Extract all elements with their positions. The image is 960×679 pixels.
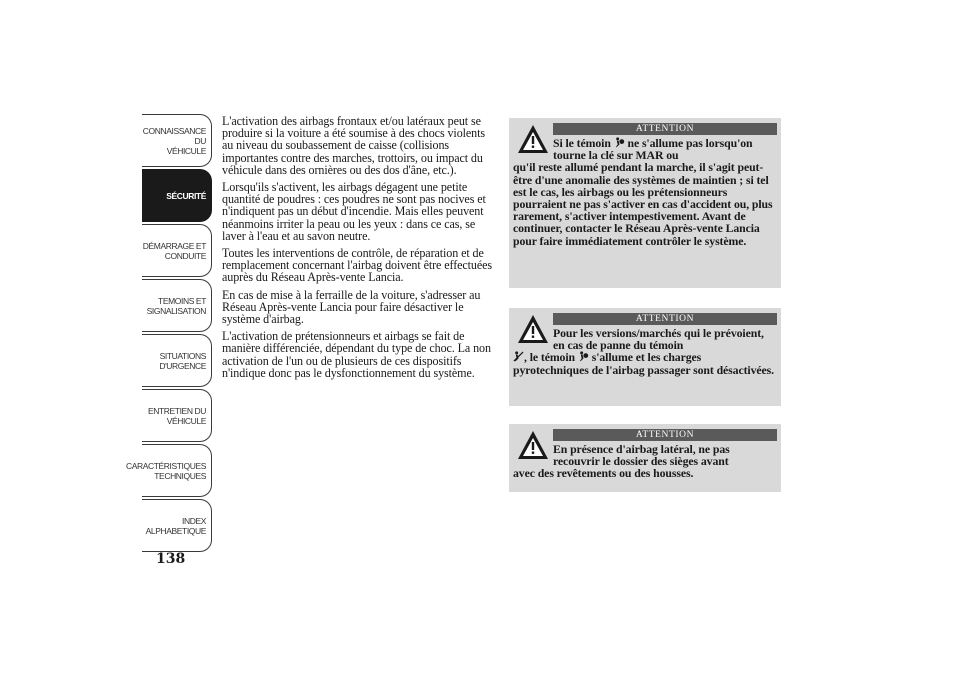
warning-triangle-icon — [517, 124, 549, 154]
tab-label: CONNAISSANCE DU VÉHICULE — [142, 125, 206, 156]
body-text-column — [222, 115, 494, 384]
tab-caracteristiques-techniques[interactable] — [125, 444, 212, 497]
warning-text-part: , le témoin — [524, 350, 575, 365]
body-paragraph: Toutes les interventions de contrôle, de réparation et de remplacement concernant l'airbag doivent être effectuées auprès du Réseau Après-vente Lancia. — [222, 246, 492, 285]
page-number: 138 — [156, 551, 186, 567]
tab-label: ENTRETIEN DU VÉHICULE — [147, 405, 206, 426]
warning-text — [513, 137, 777, 247]
warning-text-part: qu'il reste allumé pendant la marche, il s'agit peut-être d'une anomalie des systèmes de maintien ; si tel est le cas, les airbags ou les prétensionneurs pourraient ne pas s'activer en cas d'accident ou, plus rarement, s'activer intempestivement. Avant de continuer, contacter le Réseau Après-vente Lancia pour faire immédiatement contrôler le système. — [513, 160, 773, 248]
tab-demarrage-et-conduite[interactable] — [142, 224, 212, 277]
warning-box-2 — [509, 308, 781, 406]
tab-temoins-et-signalisation[interactable] — [142, 279, 212, 332]
body-paragraph: L'activation de prétensionneurs et airbags se fait de manière différenciée, dépendant du type de choc. La non activation de l'un ou de plusieurs de ces dispositifs n'indique donc pas le dysfonctionnement du système. — [222, 329, 491, 380]
body-paragraph: En cas de mise à la ferraille de la voiture, s'adresser au Réseau Après-vente Lancia pour faire désactiver le système d'airbag. — [222, 287, 481, 327]
tab-label: CARACTÉRISTIQUES TECHNIQUES — [125, 460, 206, 481]
warning-triangle-icon — [517, 314, 549, 344]
tab-situations-d-urgence[interactable] — [142, 334, 212, 387]
airbag-warning-light-icon — [614, 137, 625, 148]
tab-label: DÉMARRAGE ET CONDUITE — [142, 240, 206, 261]
tab-label: SÉCURITÉ — [166, 190, 206, 201]
airbag-warning-light-icon — [578, 351, 589, 362]
tab-index-alphabetique[interactable] — [142, 499, 212, 552]
tab-label: SITUATIONS D'URGENCE — [159, 350, 206, 371]
passenger-airbag-off-icon — [513, 351, 524, 362]
warning-text-part: avec des revêtements ou des housses. — [513, 466, 694, 481]
tab-securite[interactable] — [142, 169, 212, 222]
warning-heading: ATTENTION — [553, 429, 777, 441]
warning-text-part: s'allume et les charges pyrotechniques de l'airbag passager sont désactivées. — [513, 350, 775, 377]
warning-text-part: Si le témoin — [553, 136, 611, 150]
warning-text — [513, 327, 777, 376]
warning-box-1 — [509, 118, 781, 288]
warning-text-part: ne s'allume pas lorsqu'on tourne la clé sur MAR ou — [553, 136, 753, 163]
warning-box-3 — [509, 424, 781, 492]
chapter-tabs — [125, 114, 212, 554]
warning-triangle-icon — [517, 430, 549, 460]
tab-entretien-du-vehicule[interactable] — [142, 389, 212, 442]
tab-connaissance-du-vehicule[interactable] — [142, 114, 212, 167]
warning-heading: ATTENTION — [553, 313, 777, 325]
body-paragraph: L'activation des airbags frontaux et/ou latéraux peut se produire si la voiture a été soumise à des chocs violents au niveau du soubassement de caisse (collisions importantes contre des marches, trottoirs, ou impact du véhicule dans des ornières ou des dos d'âne, etc.). — [222, 114, 485, 177]
warning-heading: ATTENTION — [553, 123, 777, 135]
warning-text — [513, 443, 777, 480]
body-paragraph: Lorsqu'ils s'activent, les airbags dégagent une petite quantité de poudres : ces poudres ne sont pas nocives et n'indiquent pas un début d'incendie. Mais elles peuvent néanmoins irriter la peau ou les yeux : dans ce cas, se laver à l'eau et au savon neutre. — [222, 180, 486, 243]
tab-label: INDEX ALPHABETIQUE — [145, 515, 206, 536]
warning-text-part: Pour les versions/marchés qui le prévoient, en cas de panne du témoin — [553, 326, 764, 353]
tab-label: TEMOINS ET SIGNALISATION — [146, 295, 206, 316]
warning-text-part: En présence d'airbag latéral, ne pas recouvrir le dossier des sièges avant — [553, 442, 730, 469]
